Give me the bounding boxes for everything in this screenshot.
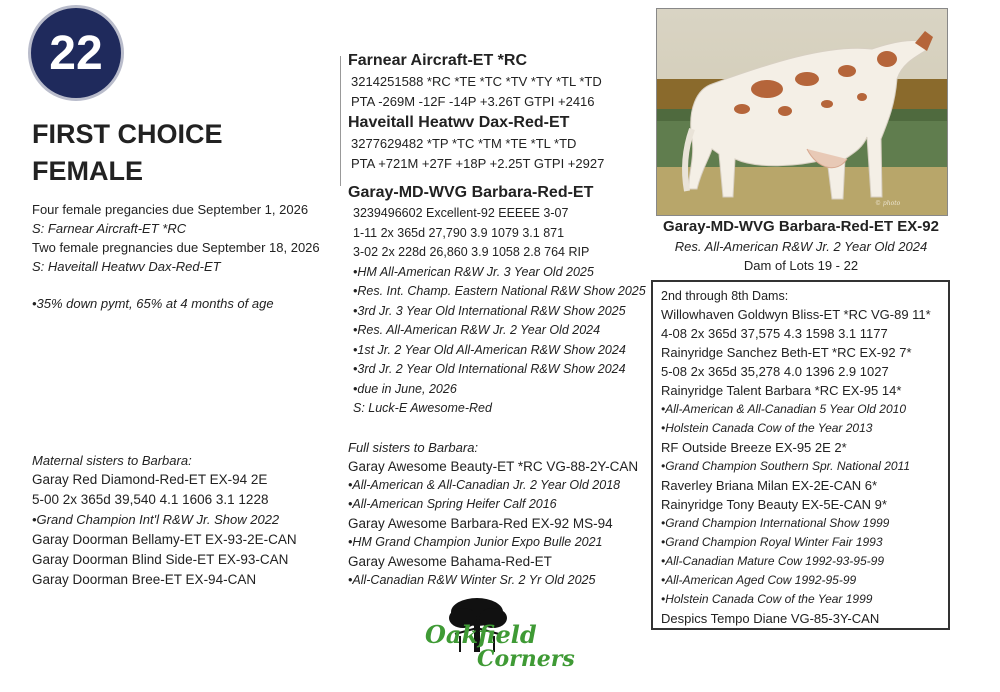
divider-rule (340, 56, 341, 186)
dam-line: 3-02 2x 228d 26,860 3.9 1058 2.8 764 RIP (353, 245, 590, 259)
maternal-line: Garay Doorman Blind Side-ET EX-93-CAN (32, 552, 289, 567)
maternal-line: Garay Doorman Bree-ET EX-94-CAN (32, 572, 257, 587)
dams-line: •Holstein Canada Cow of the Year 1999 (661, 592, 873, 606)
maternal-line: Garay Doorman Bellamy-ET EX-93-2E-CAN (32, 532, 297, 547)
dams-line: •All-American & All-Canadian 5 Year Old 2010 (661, 402, 906, 416)
sire-pta: PTA +721M +27F +18P +2.25T GTPI +2927 (351, 156, 605, 171)
photo-caption-name: Garay-MD-WVG Barbara-Red-ET EX-92 (663, 218, 939, 235)
offering-line: S: Farnear Aircraft-ET *RC (32, 221, 187, 236)
dams-line: •All-Canadian Mature Cow 1992-93-95-99 (661, 554, 884, 568)
dams-line: Rainyridge Tony Beauty EX-5E-CAN 9* (661, 497, 887, 512)
dams-header: 2nd through 8th Dams: (661, 289, 789, 303)
dam-award: •1st Jr. 2 Year Old All-American R&W Show 2024 (353, 342, 626, 357)
dams-line: •Holstein Canada Cow of the Year 2013 (661, 421, 873, 435)
svg-text:© photo: © photo (875, 200, 901, 207)
full-sisters-header: Full sisters to Barbara: (348, 440, 479, 455)
logo-word-2: Corners (477, 646, 575, 672)
lot-number-badge (28, 5, 124, 101)
offering-line: S: Haveitall Heatwv Dax-Red-ET (32, 259, 221, 274)
offering-line: Two female pregnancies due September 18, 2026 (32, 240, 320, 255)
offering-block (32, 200, 320, 313)
sire-reg: 3277629482 *TP *TC *TM *TE *TL *TD (351, 136, 577, 151)
dams-line: Rainyridge Talent Barbara *RC EX-95 14* (661, 383, 902, 398)
full-sister-line: •All-American Spring Heifer Calf 2016 (348, 497, 557, 511)
full-sister-line: Garay Awesome Bahama-Red-ET (348, 554, 552, 569)
sire-name: Farnear Aircraft-ET *RC (348, 52, 528, 69)
farm-logo (415, 594, 575, 674)
dam-line: 1-11 2x 365d 27,790 3.9 1079 3.1 871 (353, 225, 565, 240)
photo-caption-award: Res. All-American R&W Jr. 2 Year Old 2024 (674, 239, 928, 254)
offering-line: Four female pregancies due September 1, 2026 (32, 202, 309, 217)
full-sister-line: •All-Canadian R&W Winter Sr. 2 Yr Old 2025 (348, 573, 596, 587)
full-sister-line: •HM Grand Champion Junior Expo Bulle 2021 (348, 535, 603, 549)
title-line-2: FEMALE (32, 156, 143, 186)
cow-photo (656, 8, 948, 216)
dam-award: •3rd Jr. 2 Year Old International R&W Show 2024 (353, 362, 626, 376)
dam-line: 3239496602 Excellent-92 EEEEE 3-07 (353, 206, 569, 220)
maternal-sisters-block (32, 451, 297, 590)
lot-number: 22 (49, 26, 103, 80)
dam-block (348, 182, 646, 419)
dams-box (651, 280, 950, 630)
logo-word-1: Oakfield (425, 620, 537, 649)
dams-line: •Grand Champion International Show 1999 (661, 516, 890, 530)
dams-line: RF Outside Breeze EX-95 2E 2* (661, 440, 847, 455)
dams-line: Raverley Briana Milan EX-2E-CAN 6* (661, 478, 878, 493)
maternal-sisters-header: Maternal sisters to Barbara: (32, 453, 192, 468)
dam-award: •HM All-American R&W Jr. 3 Year Old 2025 (353, 264, 594, 279)
photo-caption (646, 217, 956, 275)
payment-terms: •35% down pymt, 65% at 4 months of age (32, 296, 274, 311)
dams-line: 5-08 2x 365d 35,278 4.0 1396 2.9 1027 (661, 364, 889, 379)
dams-line: •Grand Champion Southern Spr. National 2011 (661, 459, 911, 473)
sire-name: Haveitall Heatwv Dax-Red-ET (348, 114, 570, 131)
maternal-line: Garay Red Diamond-Red-ET EX-94 2E (32, 472, 268, 487)
dams-line: •All-American Aged Cow 1992-95-99 (661, 573, 857, 587)
title-line-1: FIRST CHOICE (32, 119, 223, 149)
full-sisters-block (348, 438, 638, 590)
maternal-line: •Grand Champion Int'l R&W Jr. Show 2022 (32, 512, 280, 527)
dams-line: 4-08 2x 365d 37,575 4.3 1598 3.1 1177 (661, 326, 888, 341)
sire-pta: PTA -269M -12F -14P +3.26T GTPI +2416 (351, 94, 595, 109)
dam-award: •Res. Int. Champ. Eastern National R&W Show 2025 (353, 284, 646, 298)
dams-line: Rainyridge Sanchez Beth-ET *RC EX-92 7* (661, 345, 912, 360)
lot-title (32, 116, 223, 190)
dams-line: Willowhaven Goldwyn Bliss-ET *RC VG-89 11* (661, 307, 931, 322)
maternal-line: 5-00 2x 365d 39,540 4.1 1606 3.1 1228 (32, 492, 269, 507)
dam-service-sire: S: Luck-E Awesome-Red (353, 401, 492, 415)
full-sister-line: Garay Awesome Barbara-Red EX-92 MS-94 (348, 516, 613, 531)
dams-line: •Grand Champion Royal Winter Fair 1993 (661, 535, 883, 549)
dams-line: Despics Tempo Diane VG-85-3Y-CAN (661, 611, 880, 626)
dam-award: •Res. All-American R&W Jr. 2 Year Old 2024 (353, 323, 601, 337)
full-sister-line: •All-American & All-Canadian Jr. 2 Year Old 2018 (348, 478, 621, 492)
sire-reg: 3214251588 *RC *TE *TC *TV *TY *TL *TD (351, 74, 602, 89)
dam-award: •3rd Jr. 3 Year Old International R&W Show 2025 (353, 303, 626, 318)
photo-caption-lots: Dam of Lots 19 - 22 (743, 258, 859, 273)
dam-due: •due in June, 2026 (353, 381, 457, 396)
sires-block (348, 50, 604, 174)
dam-name: Garay-MD-WVG Barbara-Red-ET (348, 184, 594, 201)
full-sister-line: Garay Awesome Beauty-ET *RC VG-88-2Y-CAN (348, 459, 639, 474)
